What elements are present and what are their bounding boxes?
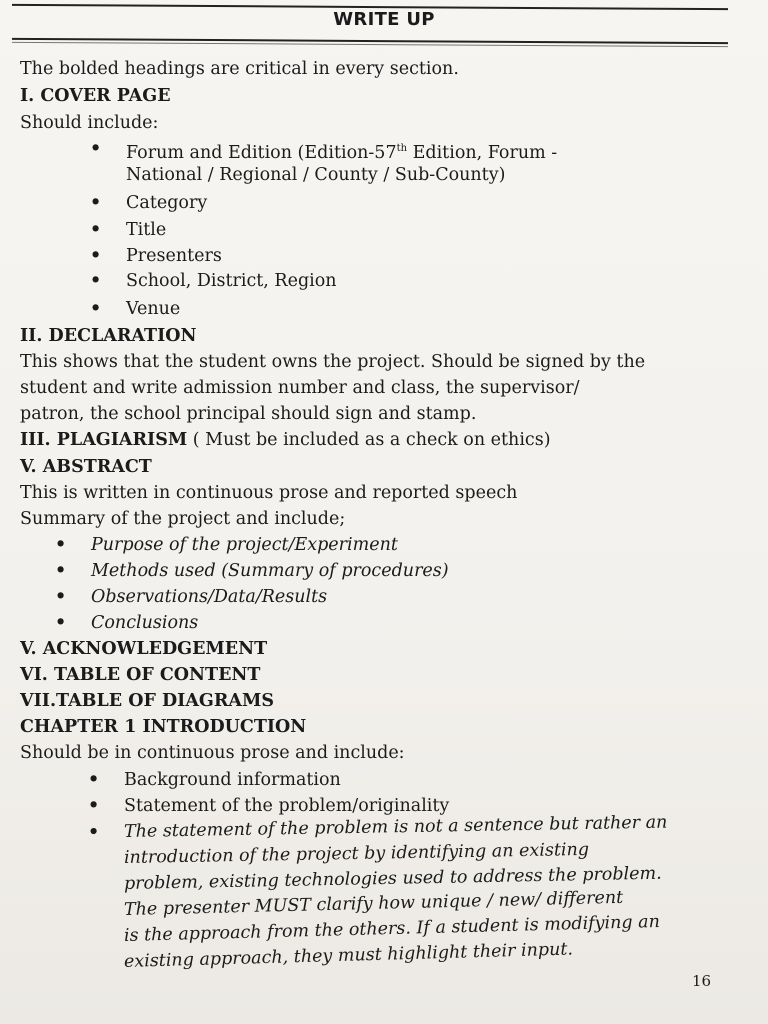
list-item: • Purpose of the project/Experiment (91, 534, 398, 556)
heading-table-of-content: VI. TABLE OF CONTENT (20, 665, 261, 685)
abstract-line: Summary of the project and include; (20, 509, 346, 529)
list-item: • Presenters (126, 245, 222, 267)
list-item-continuation: existing approach, they must highlight their input. (123, 939, 574, 972)
list-item: • School, District, Region (126, 270, 337, 292)
declaration-line: patron, the school principal should sign and stamp. (20, 404, 477, 424)
heading-acknowledgement: V. ACKNOWLEDGEMENT (20, 639, 268, 659)
list-item: • Background information (124, 769, 341, 791)
abstract-line: This is written in continuous prose and reported speech (20, 483, 518, 503)
page-title: WRITE UP (333, 9, 435, 30)
list-item: • Conclusions (91, 612, 198, 634)
declaration-line: student and write admission number and class, the supervisor/ (20, 378, 580, 398)
list-item: • Category (126, 192, 207, 214)
list-item: • Forum and Edition (Edition-57th Edition, Forum - (126, 138, 557, 164)
list-item: • Methods used (Summary of procedures) (91, 560, 449, 582)
heading-plagiarism: III. PLAGIARISM (20, 430, 188, 450)
heading-table-of-diagrams: VII.TABLE OF DIAGRAMS (20, 691, 274, 711)
heading-abstract: V. ABSTRACT (20, 457, 152, 477)
list-item: • The statement of the problem is not a sentence but rather an (124, 812, 668, 843)
list-item: • Statement of the problem/originality (124, 795, 449, 817)
declaration-line: This shows that the student owns the project. Should be signed by the (20, 352, 646, 372)
list-item: • Title (126, 219, 166, 241)
heading-declaration: II. DECLARATION (20, 326, 197, 346)
chapter1-lead: Should be in continuous prose and include: (20, 743, 405, 763)
plagiarism-note: ( Must be included as a check on ethics) (187, 430, 551, 450)
plagiarism-line (20, 429, 551, 451)
cover-lead: Should include: (20, 113, 159, 133)
list-item: • Venue (126, 298, 180, 320)
list-item-continuation: National / Regional / County / Sub-County) (126, 165, 506, 185)
list-item-continuation: The presenter MUST clarify how unique / new/ different (123, 887, 624, 920)
list-item: • Observations/Data/Results (91, 586, 327, 608)
list-item-continuation: is the approach from the others. If a student is modifying an (123, 911, 661, 946)
heading-cover-page: I. COVER PAGE (20, 86, 171, 106)
list-item-continuation: introduction of the project by identifying an existing (123, 839, 590, 868)
intro-text: The bolded headings are critical in every section. (20, 59, 459, 79)
heading-chapter-1: CHAPTER 1 INTRODUCTION (20, 717, 307, 737)
page-number: 16 (692, 972, 712, 990)
list-item-continuation: problem, existing technologies used to address the problem. (123, 863, 662, 894)
